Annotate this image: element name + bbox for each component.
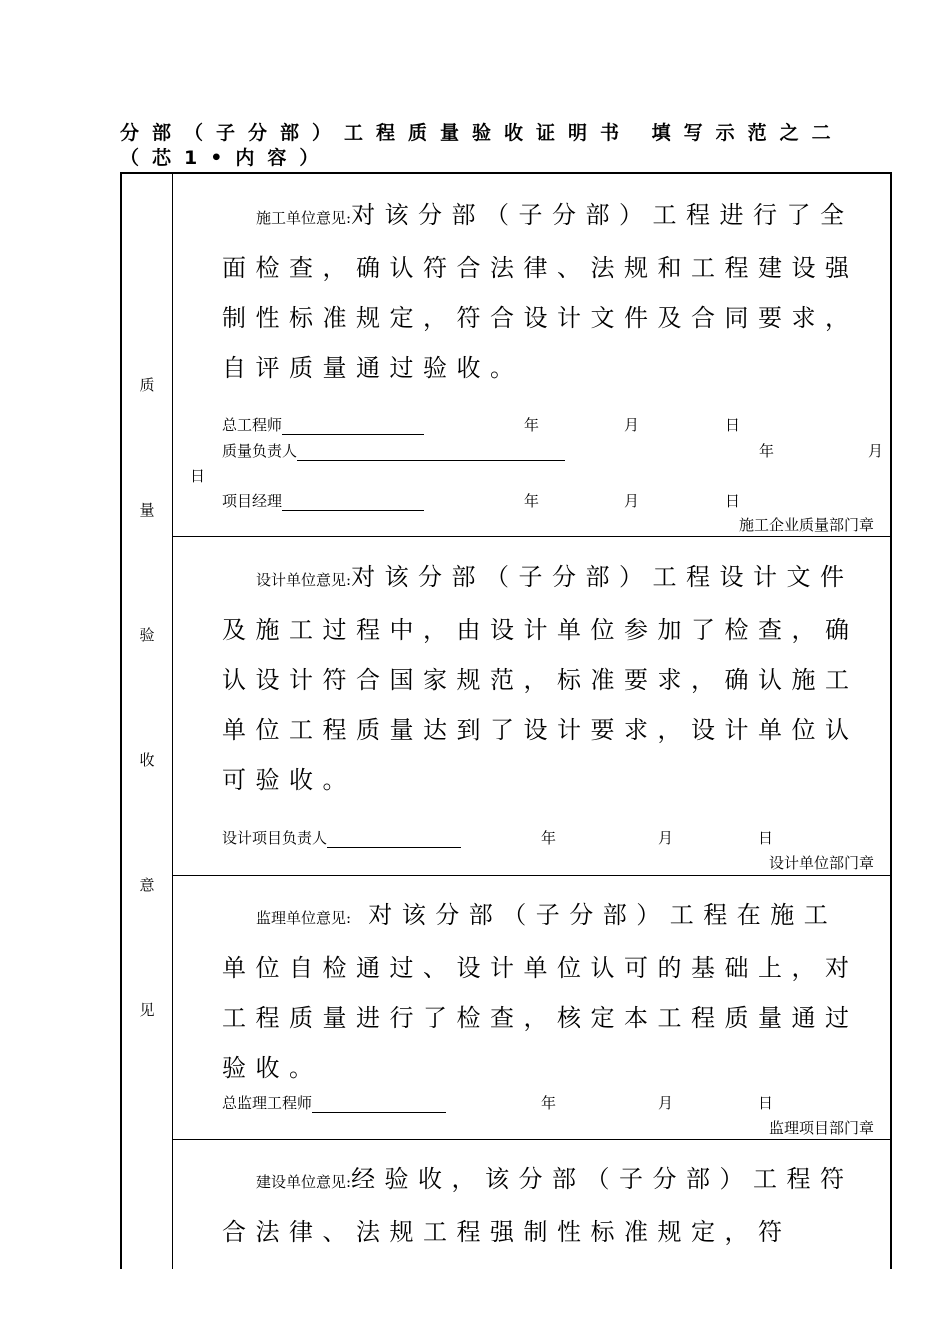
document-title: 分部（子分部）工程质量验收证明书 填写示范之二（芯1•内容） bbox=[120, 122, 844, 169]
project-manager-signature bbox=[222, 490, 424, 511]
construction-opinion bbox=[222, 190, 862, 393]
date-month: 月 bbox=[624, 416, 640, 434]
project-manager-label: 项目经理 bbox=[222, 492, 283, 510]
date-day: 日 bbox=[725, 416, 741, 434]
design-lead-label: 设计项目负责人 bbox=[222, 829, 328, 847]
date-month: 月 bbox=[868, 442, 884, 460]
design-opinion-section bbox=[172, 536, 890, 876]
row-header-char: 意 bbox=[139, 876, 155, 894]
date-month: 月 bbox=[658, 1094, 674, 1112]
owner-opinion-section bbox=[172, 1139, 890, 1271]
date-year: 年 bbox=[541, 1094, 557, 1112]
date-day: 日 bbox=[725, 492, 741, 510]
row-header-char: 质 bbox=[139, 376, 155, 394]
row-header-char: 见 bbox=[139, 1001, 155, 1019]
owner-opinion-label: 建设单位意见: bbox=[256, 1173, 352, 1191]
construction-stamp: 施工企业质量部门章 bbox=[738, 516, 874, 534]
supervision-opinion-label: 监理单位意见: bbox=[256, 909, 352, 927]
construction-opinion-section bbox=[172, 174, 890, 537]
chief-supervisor-label: 总监理工程师 bbox=[222, 1094, 313, 1112]
owner-opinion bbox=[222, 1154, 862, 1257]
date-day: 日 bbox=[190, 467, 206, 485]
acceptance-table bbox=[120, 172, 892, 1269]
design-opinion bbox=[222, 552, 862, 805]
date-year: 年 bbox=[524, 416, 540, 434]
date-month: 月 bbox=[658, 829, 674, 847]
row-header-char: 验 bbox=[139, 626, 155, 644]
design-opinion-label: 设计单位意见: bbox=[256, 571, 352, 589]
supervision-opinion-section bbox=[172, 875, 890, 1140]
date-day: 日 bbox=[758, 829, 774, 847]
chief-supervisor-signature bbox=[222, 1092, 446, 1113]
date-day: 日 bbox=[758, 1094, 774, 1112]
construction-opinion-text: 对该分部（子分部）工程进行了全面检查，确认符合法律、法规和工程建设强制性标准规定，符合设计文件及合同要求，自评质量通过验收。 bbox=[222, 201, 859, 382]
quality-manager-signature bbox=[222, 440, 565, 461]
quality-manager-label: 质量负责人 bbox=[222, 442, 298, 460]
design-lead-signature bbox=[222, 827, 461, 848]
supervision-opinion bbox=[222, 890, 862, 1093]
date-month: 月 bbox=[624, 492, 640, 510]
owner-opinion-text: 经验收，该分部（子分部）工程符合法律、法规工程强制性标准规定，符 bbox=[222, 1165, 854, 1246]
date-year: 年 bbox=[541, 829, 557, 847]
construction-opinion-label: 施工单位意见: bbox=[256, 209, 352, 227]
date-year: 年 bbox=[524, 492, 540, 510]
date-year: 年 bbox=[759, 442, 775, 460]
chief-engineer-signature bbox=[222, 414, 424, 435]
row-header-char: 量 bbox=[139, 501, 155, 519]
row-header-char: 收 bbox=[139, 751, 155, 769]
supervision-stamp: 监理项目部门章 bbox=[768, 1119, 874, 1137]
design-opinion-text: 对该分部（子分部）工程设计文件及施工过程中，由设计单位参加了检查，确认设计符合国家规范，标准要求，确认施工单位工程质量达到了设计要求，设计单位认可验收。 bbox=[222, 563, 859, 794]
row-header-column bbox=[122, 174, 173, 1269]
supervision-opinion-text: 对该分部（子分部）工程在施工单位自检通过、设计单位认可的基础上，对工程质量进行了检查，核定本工程质量通过验收。 bbox=[222, 901, 859, 1082]
chief-engineer-label: 总工程师 bbox=[222, 416, 283, 434]
design-stamp: 设计单位部门章 bbox=[768, 854, 874, 872]
